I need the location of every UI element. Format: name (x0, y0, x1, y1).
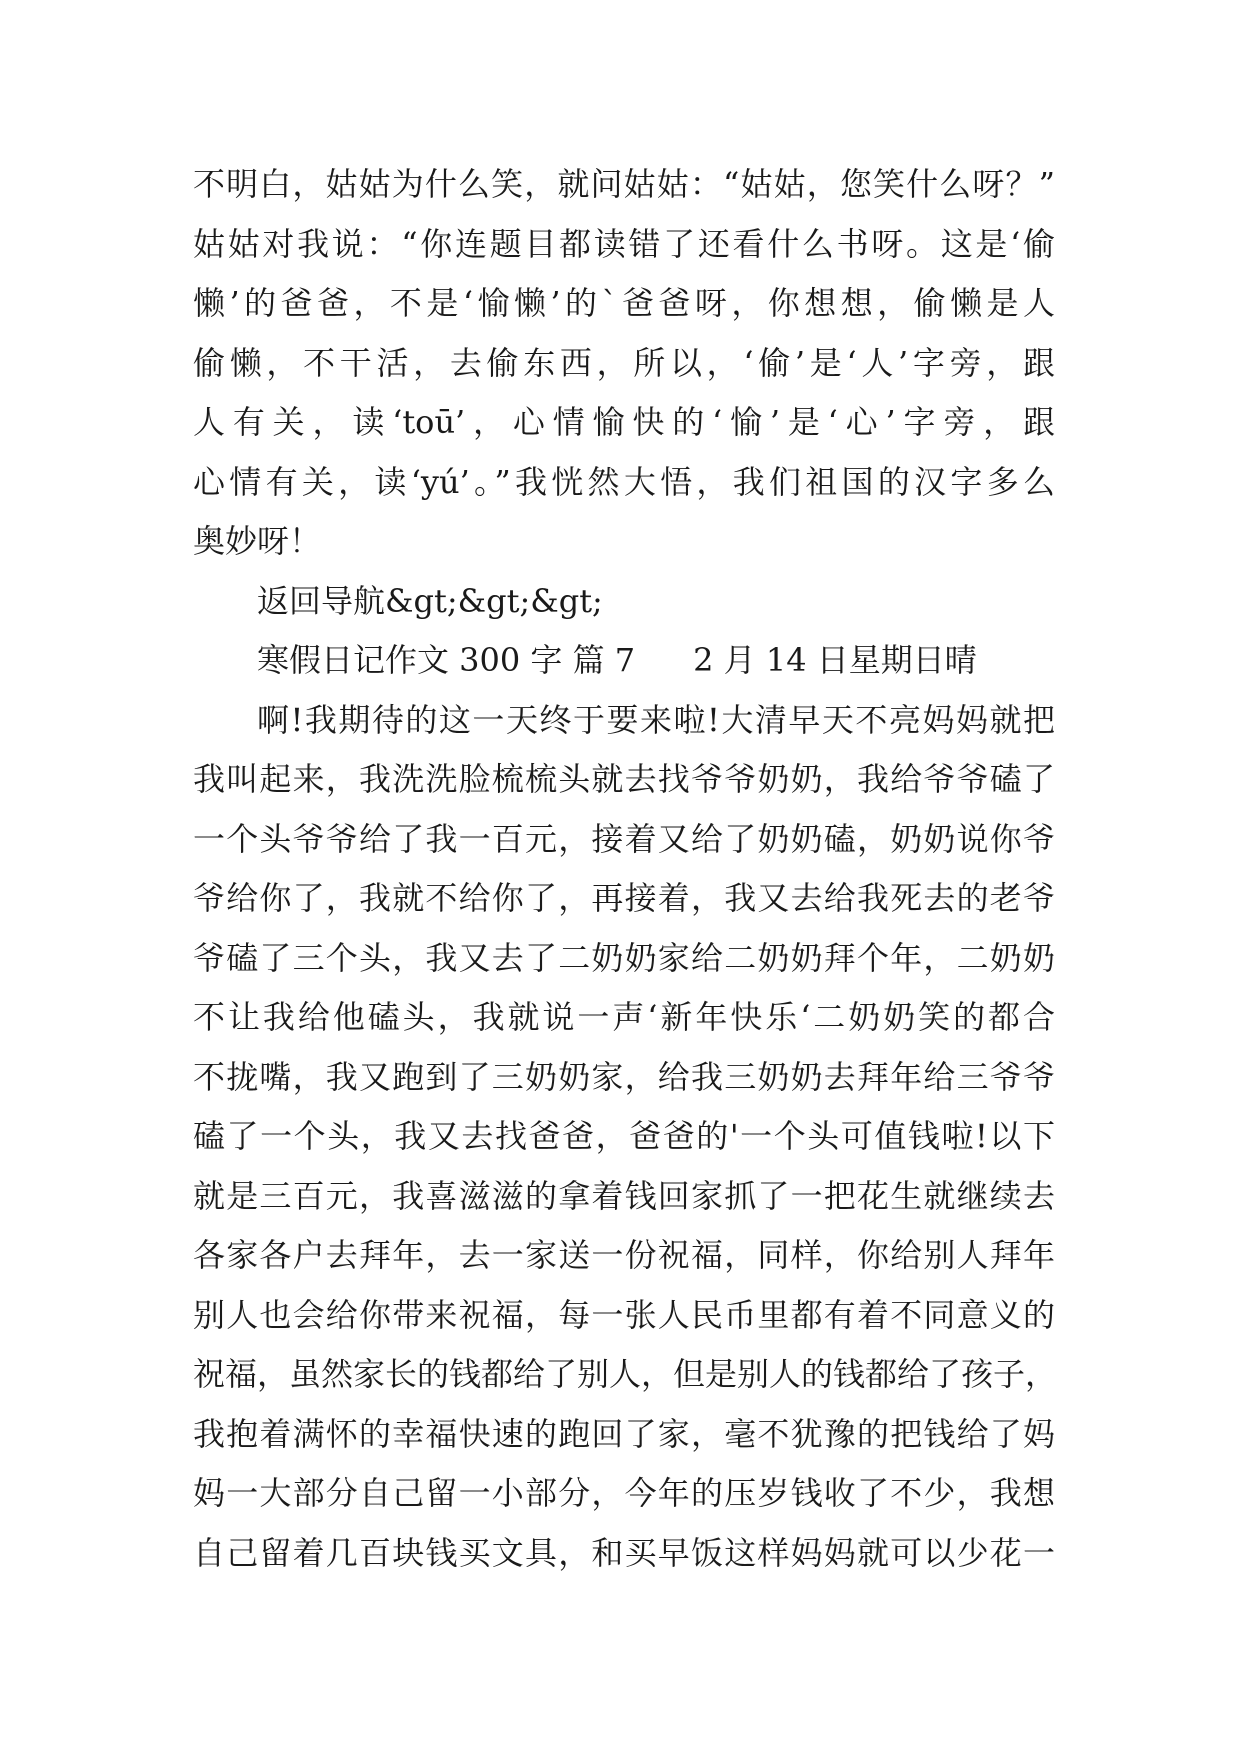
text-line: 祝福，虽然家长的钱都给了别人，但是别人的钱都给了孩子， (193, 1355, 1058, 1393)
text-line: 各家各户去拜年，去一家送一份祝福，同样，你给别人拜年 (193, 1236, 1055, 1274)
paragraph-first-line: 啊!我期待的这一天终于要来啦!大清早天不亮妈妈就把 (257, 700, 1055, 739)
text-line: 心情有关，读‘yú’。”我恍然大悟，我们祖国的汉字多么 (193, 462, 1055, 501)
document-body (193, 155, 1058, 1583)
heading-date: 2 月 14 日星期日晴 (693, 641, 977, 679)
text-line: 不明白，姑姑为什么笑，就问姑姑：“姑姑，您笑什么呀？” (193, 165, 1055, 203)
section-heading (193, 631, 1055, 691)
text-line: 不让我给他磕头，我就说一声‘新年快乐‘二奶奶笑的都合 (193, 998, 1055, 1036)
heading-title: 寒假日记作文 300 字 篇 7 (257, 641, 636, 679)
text-line: 人有关，读‘toū’，心情愉快的‘愉’是‘心’字旁，跟 (193, 403, 1055, 441)
back-to-nav-link[interactable]: 返回导航&gt;&gt;&gt; (257, 581, 603, 620)
text-line: 奥妙呀！ (193, 522, 322, 560)
text-line: 不拢嘴，我又跑到了三奶奶家，给我三奶奶去拜年给三爷爷 (193, 1057, 1055, 1096)
text-line: 偷懒，不干活，去偷东西，所以，‘偷’是‘人’字旁，跟 (193, 343, 1055, 382)
text-line: 磕了一个头，我又去找爸爸，爸爸的'一个头可值钱啦!以下 (193, 1117, 1055, 1155)
text-line: 一个头爷爷给了我一百元，接着又给了奶奶磕，奶奶说你爷 (193, 819, 1055, 858)
text-line: 妈一大部分自己留一小部分，今年的压岁钱收了不少，我想 (193, 1474, 1055, 1512)
text-line: 就是三百元，我喜滋滋的拿着钱回家抓了一把花生就继续去 (193, 1176, 1055, 1215)
text-line: 我叫起来，我洗洗脸梳梳头就去找爷爷奶奶，我给爷爷磕了 (193, 760, 1055, 798)
text-line: 懒’的爸爸，不是‘愉懒’的`爸爸呀，你想想，偷懒是人 (193, 284, 1055, 322)
text-line: 别人也会给你带来祝福，每一张人民币里都有着不同意义的 (193, 1295, 1055, 1334)
text-line: 我抱着满怀的幸福快速的跑回了家，毫不犹豫的把钱给了妈 (193, 1414, 1055, 1453)
text-line: 自己留着几百块钱买文具，和买早饭这样妈妈就可以少花一 (193, 1533, 1055, 1572)
text-line: 爷磕了三个头，我又去了二奶奶家给二奶奶拜个年，二奶奶 (193, 938, 1055, 977)
text-line: 爷给你了，我就不给你了，再接着，我又去给我死去的老爷 (193, 879, 1055, 917)
text-line: 姑姑对我说：“你连题目都读错了还看什么书呀。这是‘偷 (193, 224, 1055, 263)
